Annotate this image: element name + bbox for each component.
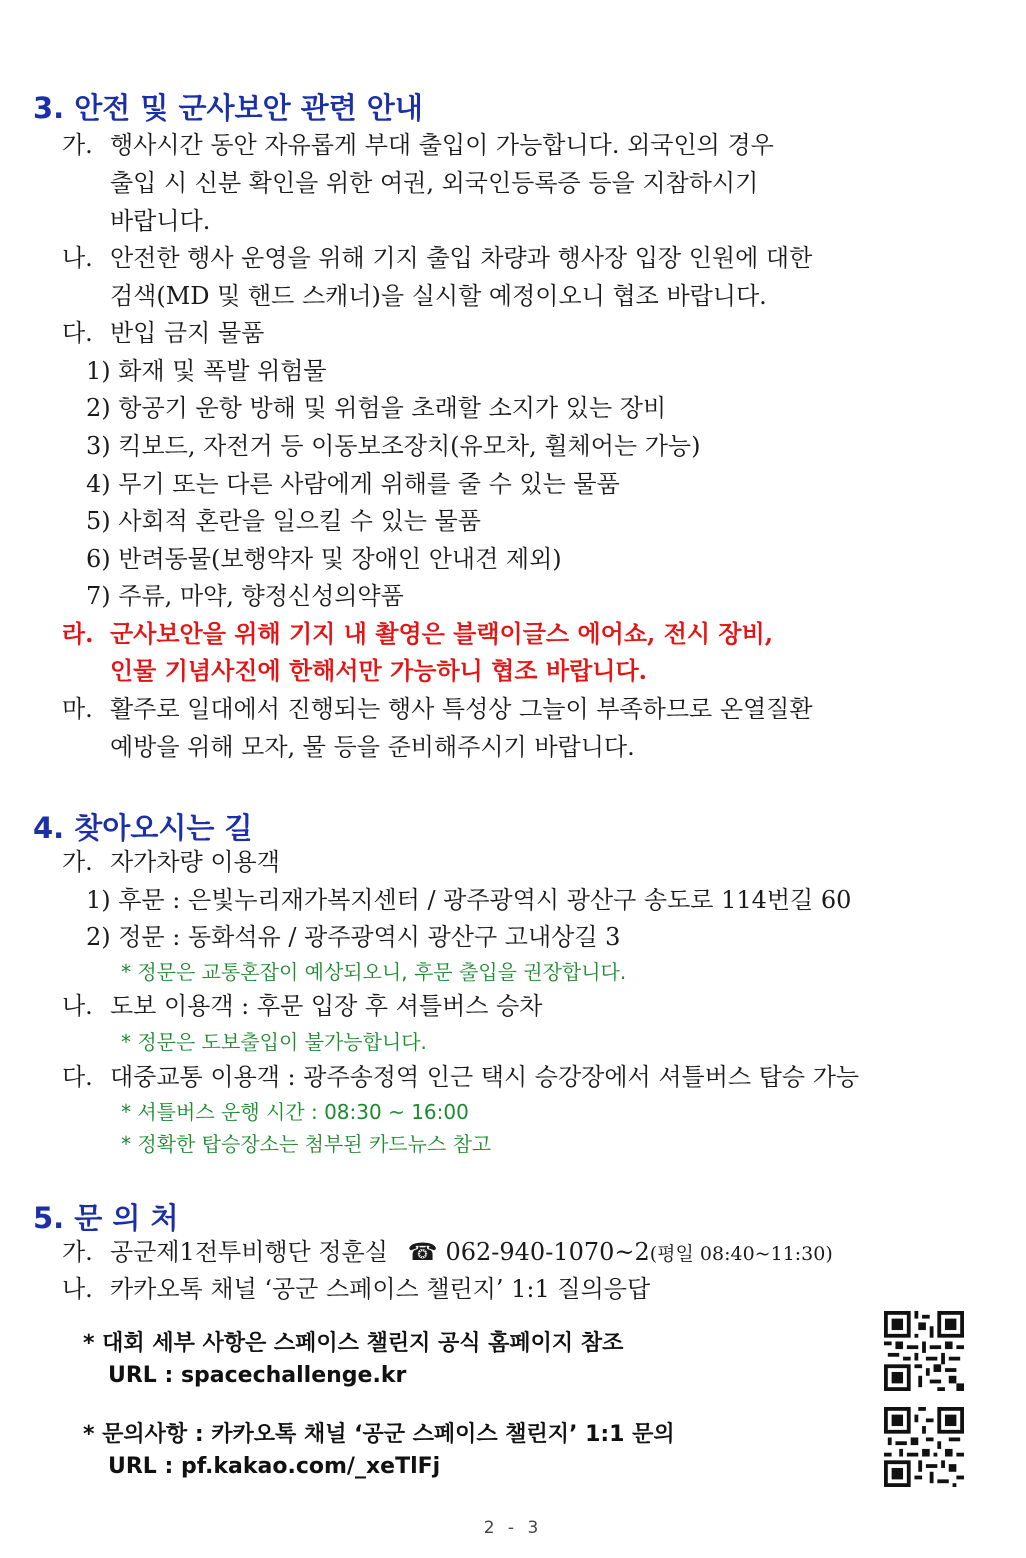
qr-code-kakao[interactable] [884,1407,964,1487]
item-marker: 나. [62,992,93,1020]
item-marker: 가. [62,848,93,876]
item-marker: 라. [62,619,94,648]
item-marker: 나. [62,1275,93,1303]
paragraph-line: 출입 시 신분 확인을 위한 여권, 외국인등록증 등을 지참하시기 [110,169,759,197]
paragraph-line: 안전한 행사 운영을 위해 기지 출입 차량과 행사장 입장 인원에 대한 [110,244,813,272]
paragraph-line: 예방을 위해 모자, 물 등을 준비해주시기 바랍니다. [110,733,635,761]
list-item: 3) 킥보드, 자전거 등 이동보조장치(유모차, 휠체어는 가능) [86,432,701,460]
paragraph-line: 바랍니다. [110,207,211,235]
phone-number: 062-940-1070~2 [445,1238,650,1266]
paragraph-line: 도보 이용객 : 후문 입장 후 셔틀버스 승차 [110,992,543,1020]
item-marker: 마. [62,695,93,723]
note-text: * 셔틀버스 운행 시간 : 08:30 ~ 16:00 [121,1100,469,1124]
contact-line [110,1237,833,1269]
list-item: 5) 사회적 혼란을 일으킬 수 있는 물품 [86,507,481,535]
phone-icon: ☎ [407,1238,438,1266]
homepage-url: URL : spacechallenge.kr [108,1363,407,1388]
contact-hours: (평일 08:40~11:30) [649,1243,833,1265]
qr-code-homepage[interactable] [884,1311,964,1391]
paragraph-line: 검색(MD 및 핸드 스캐너)을 실시할 예정이오니 협조 바랍니다. [110,282,767,310]
list-item: 6) 반려동물(보행약자 및 장애인 안내견 제외) [86,545,562,573]
paragraph-line: 반입 금지 물품 [110,319,265,347]
list-item: 2) 정문 : 동화석유 / 광주광역시 광산구 고내상길 3 [86,923,621,951]
section-4-title: 4. 찾아오시는 길 [33,811,253,845]
warning-line: 군사보안을 위해 기지 내 촬영은 블랙이글스 에어쇼, 전시 장비, [110,619,774,648]
paragraph-line: 카카오톡 채널 ‘공군 스페이스 챌린지’ 1:1 질의응답 [110,1275,651,1303]
section-3-title: 3. 안전 및 군사보안 관련 안내 [33,91,423,125]
inquiry-note: * 문의사항 : 카카오톡 채널 ‘공군 스페이스 챌린지’ 1:1 문의 [83,1422,675,1447]
list-item: 2) 항공기 운항 방해 및 위험을 초래할 소지가 있는 장비 [86,394,667,422]
note-text: * 정문은 교통혼잡이 예상되오니, 후문 출입을 권장합니다. [121,960,627,984]
page-number: 2 - 3 [483,1518,543,1538]
section-5-title: 5. 문 의 처 [33,1201,179,1235]
item-marker: 나. [62,244,93,272]
list-item: 1) 화재 및 폭발 위험물 [86,357,327,385]
warning-line: 인물 기념사진에 한해서만 가능하니 협조 바랍니다. [110,656,647,685]
item-marker: 가. [62,1238,93,1266]
contact-org: 공군제1전투비행단 정훈실 [110,1238,388,1266]
item-marker: 가. [62,131,93,159]
item-marker: 다. [62,1063,93,1091]
homepage-note: * 대회 세부 사항은 스페이스 챌린지 공식 홈페이지 참조 [83,1331,624,1356]
list-item: 1) 후문 : 은빛누리재가복지센터 / 광주광역시 광산구 송도로 114번길 60 [86,886,852,914]
paragraph-line: 대중교통 이용객 : 광주송정역 인근 택시 승강장에서 셔틀버스 탑승 가능 [110,1063,860,1091]
note-text: * 정문은 도보출입이 불가능합니다. [121,1030,427,1054]
item-marker: 다. [62,319,93,347]
inquiry-url: URL : pf.kakao.com/_xeTlFj [108,1454,441,1479]
paragraph-line: 활주로 일대에서 진행되는 행사 특성상 그늘이 부족하므로 온열질환 [110,695,813,723]
list-item: 4) 무기 또는 다른 사람에게 위해를 줄 수 있는 물품 [86,470,620,498]
paragraph-line: 자가차량 이용객 [110,848,280,876]
note-text: * 정확한 탑승장소는 첨부된 카드뉴스 참고 [121,1132,492,1156]
list-item: 7) 주류, 마약, 향정신성의약품 [86,582,404,610]
paragraph-line: 행사시간 동안 자유롭게 부대 출입이 가능합니다. 외국인의 경우 [110,131,774,159]
